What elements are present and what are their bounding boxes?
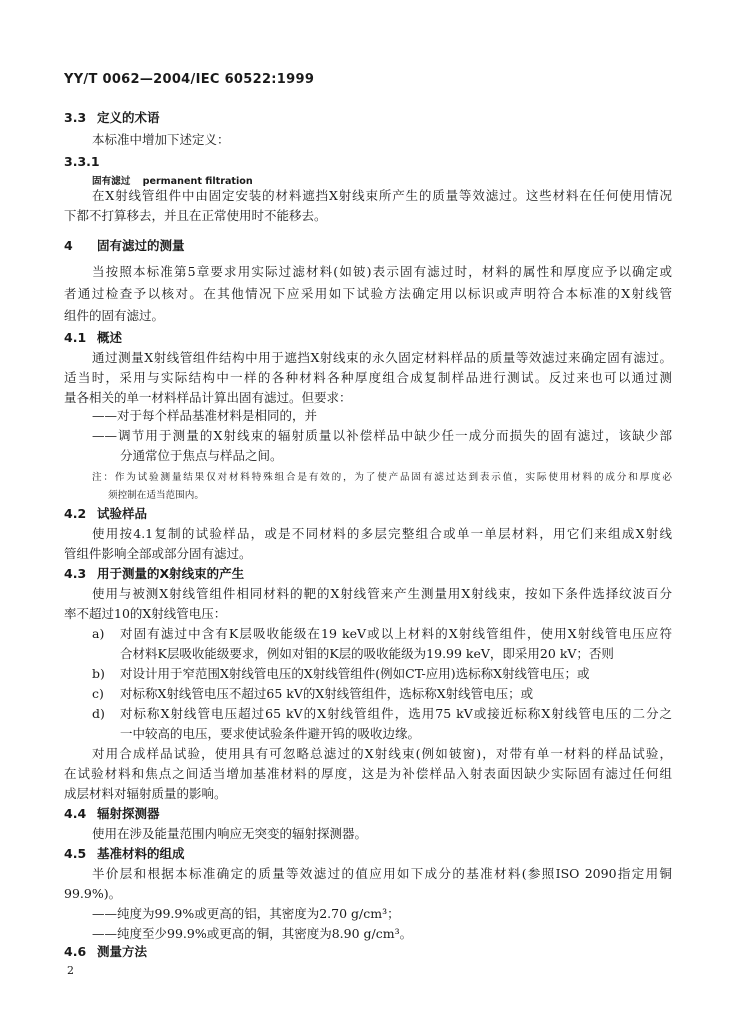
list-dash-copper: ——纯度至少99.9%或更高的铜，其密度为8.90 g/cm³。 [92,926,413,941]
list-item-d-line-1: 对标称X射线管电压超过65 kV的X射线管组件，选用75 kV或接近标称X射线管电压的二分之 [120,706,672,721]
note-line-2: 须控制在适当范围内。 [108,490,204,501]
page-number: 2 [67,964,74,977]
section-4-1-para-line-3: 量各相关的单一材料样品计算出固有滤过。但要求： [64,390,352,405]
section-4-3-para-line-1: 使用与被测X射线管组件相同材料的靶的X射线管来产生测量用X射线束，按如下条件选择纹波百分 [92,586,672,601]
term-zh: 固有滤过 [92,176,131,187]
note-line-1: 注：作为试验测量结果仅对材料特殊组合是有效的，为了使产品固有滤过达到表示值，实际使用材料的成分和厚度必 [92,472,672,483]
section-4-5-heading [64,846,185,862]
section-number: 4.5 [64,846,87,861]
list-dash-aluminium: ——纯度为99.9%或更高的铝，其密度为2.70 g/cm³； [92,906,400,921]
section-4-6-heading [64,944,147,960]
section-title: 测量方法 [97,944,148,959]
section-number: 4 [64,238,73,253]
standard-header: YY/T 0062—2004/IEC 60522:1999 [64,72,315,87]
section-3-3-heading [64,110,160,126]
section-4-1-heading [64,330,122,346]
section-4-5-para-line-1: 半价层和根据本标准确定的质量等效滤过的值应用如下成分的基准材料(参照ISO 2090指定用铜 [92,866,672,881]
list-dash-item-1: ——对于每个样品基准材料是相同的，并 [92,408,318,423]
list-item-d-label: d) [92,706,105,721]
list-dash-item-2: ——调节用于测量的X射线束的辐射质量以补偿样品中缺少任一成分而损失的固有滤过，该缺少部 [92,428,672,443]
section-title: 辐射探测器 [97,806,160,821]
definition-line-2: 下都不打算移去，并且在正常使用时不能移去。 [64,208,327,223]
section-4-3-para-line-2: 率不超过10的X射线管电压： [64,606,227,621]
section-title: 用于测量的X射线束的产生 [97,566,245,581]
section-title: 基准材料的组成 [97,846,185,861]
section-4-2-para-line-1: 使用按4.1复制的试验样品，或是不同材料的多层完整组合或单一单层材料，用它们来组成X射线 [92,526,672,541]
section-number: 4.3 [64,566,87,581]
section-4-para-line-2: 者通过检查予以核对。在其他情况下应采用如下试验方法确定用以标识或声明符合本标准的X射线管 [64,286,672,301]
section-title: 定义的术语 [97,110,160,125]
section-4-2-para-line-2: 管组件影响全部或部分固有滤过。 [64,546,252,561]
section-number: 4.4 [64,806,87,821]
list-item-a-line-2: 合材料K层吸收能级要求，例如对钼的K层的吸收能级为19.99 keV，即采用20 kV；否则 [120,646,614,661]
section-4-3-heading [64,566,244,582]
section-4-3-para-line-5: 成层材料对辐射质量的影响。 [64,786,227,801]
section-4-5-para-line-2: 99.9%)。 [64,886,122,901]
section-number: 3.3 [64,110,87,125]
section-4-4-heading [64,806,160,822]
section-3-3-intro: 本标准中增加下述定义： [92,132,230,147]
section-title: 固有滤过的测量 [97,238,185,253]
section-number: 4.6 [64,944,87,959]
section-4-3-para-line-3: 对用合成样品试验，使用具有可忽略总滤过的X射线束(例如铍窗)，对带有单一材料的样品试验， [92,746,672,761]
list-item-c-label: c) [92,686,104,701]
list-item-c-line-1: 对标称X射线管电压不超过65 kV的X射线管组件，选标称X射线管电压；或 [120,686,534,701]
list-item-d-line-2: 一中较高的电压，要求使试验条件避开钨的吸收边缘。 [120,726,421,741]
list-item-a-line-1: 对固有滤过中含有K层吸收能级在19 keV或以上材料的X射线管组件，使用X射线管电压应符 [120,626,672,641]
list-item-b-line-1: 对设计用于窄范围X射线管电压的X射线管组件(例如CT-应用)选标称X射线管电压；或 [120,666,590,681]
section-4-para-line-1: 当按照本标准第5章要求用实际过滤材料(如铍)表示固有滤过时，材料的属性和厚度应予以确定或 [92,264,672,279]
section-4-1-para-line-2: 适当时，采用与实际结构中一样的各种材料各种厚度组合成复制样品进行测试。反过来也可以通过测 [64,370,672,385]
definition-line-1: 在X射线管组件中由固定安装的材料遮挡X射线束所产生的质量等效滤过。这些材料在任何使用情况 [92,188,672,203]
section-4-3-para-line-4: 在试验材料和焦点之间适当增加基准材料的厚度，这是为补偿样品入射表面因缺少实际固有滤过任何组 [64,766,672,781]
section-4-heading [64,238,185,254]
section-number: 4.2 [64,506,87,521]
section-4-4-para-line-1: 使用在涉及能量范围内响应无突变的辐射探测器。 [92,826,368,841]
section-4-1-para-line-1: 通过测量X射线管组件结构中用于遮挡X射线束的永久固定材料样品的质量等效滤过来确定固有滤过。 [92,350,672,365]
section-3-3-1-number: 3.3.1 [64,154,100,169]
term-en: permanent filtration [142,176,253,187]
list-item-a-label: a) [92,626,105,641]
list-dash-item-2-cont: 分通常位于焦点与样品之间。 [120,448,283,463]
list-item-b-label: b) [92,666,105,681]
section-4-2-heading [64,506,147,522]
section-number: 4.1 [64,330,87,345]
section-title: 试验样品 [97,506,148,521]
section-title: 概述 [97,330,123,345]
section-4-para-line-3: 组件的固有滤过。 [64,308,165,323]
